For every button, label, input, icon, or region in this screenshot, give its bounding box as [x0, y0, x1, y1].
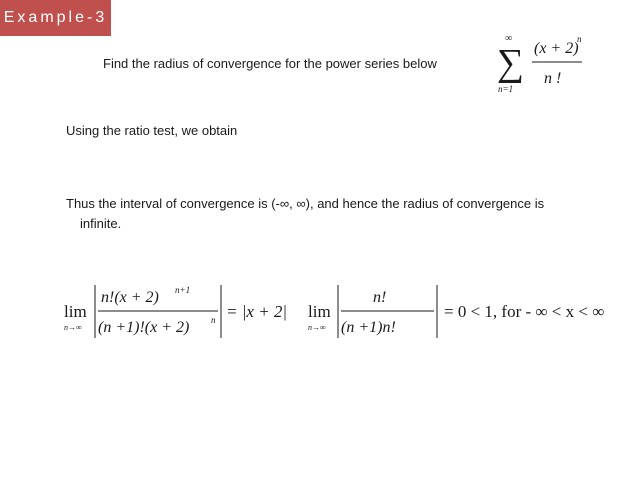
fraction2-denominator: (n +1)n! [341, 319, 396, 336]
example-badge: Example-3 [0, 0, 111, 36]
limit-operator-1: lim [64, 302, 87, 321]
limit-subscript-1: n→∞ [64, 323, 82, 332]
ratio-test-equation [64, 282, 605, 342]
fraction2-numerator: n! [373, 289, 387, 306]
fraction1-denominator-exponent: n [211, 315, 216, 325]
summation-symbol: ∑ [497, 42, 525, 84]
series-formula [486, 28, 596, 103]
conclusion-line-2: infinite. [80, 216, 122, 231]
series-numerator: (x + 2) [534, 40, 579, 57]
limit-subscript-2: n→∞ [308, 323, 326, 332]
sum-lower-limit: n=1 [498, 84, 514, 94]
conclusion-line-1: Thus the interval of convergence is (-∞, ∞), and hence the radius of convergence is [66, 196, 545, 211]
fraction1-numerator-exponent: n+1 [175, 285, 191, 295]
series-numerator-exponent: n [577, 34, 582, 44]
abs-x-plus-2: = |x + 2| [226, 302, 288, 321]
fraction1-numerator: n!(x + 2) [101, 289, 159, 306]
series-denominator: n ! [544, 70, 562, 87]
limit-result: = 0 < 1, for - ∞ < x < ∞ [444, 302, 605, 321]
sum-upper-limit: ∞ [505, 33, 513, 44]
limit-operator-2: lim [308, 302, 331, 321]
problem-prompt: Find the radius of convergence for the power series below [103, 56, 437, 71]
ratio-test-intro: Using the ratio test, we obtain [66, 123, 238, 138]
fraction1-denominator: (n +1)!(x + 2) [98, 319, 190, 336]
